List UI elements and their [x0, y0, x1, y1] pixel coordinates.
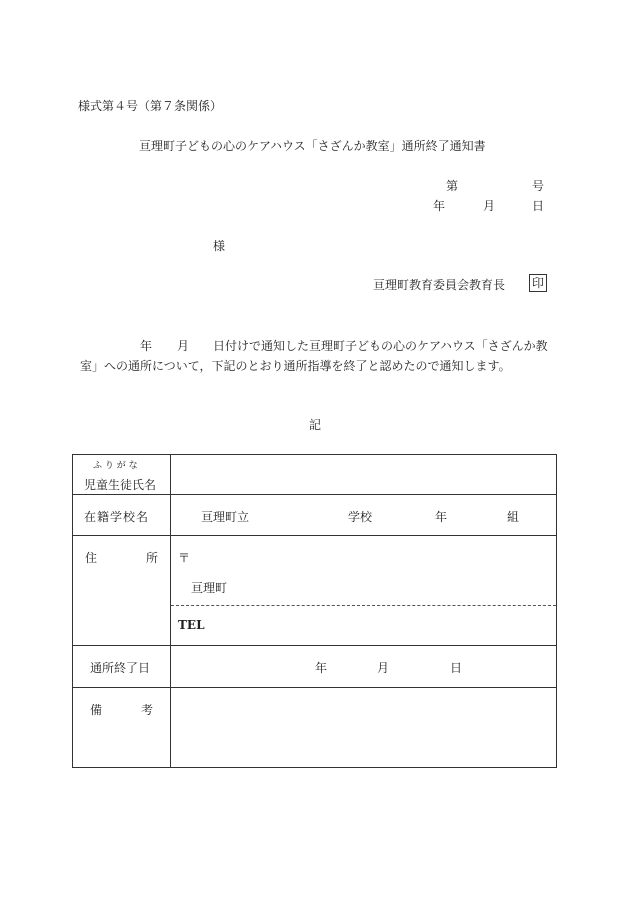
class-label: 組: [507, 510, 520, 524]
address-label-ju: 住: [85, 551, 98, 565]
ki-heading: 記: [309, 418, 322, 432]
remarks-label-kou: 考: [141, 703, 154, 717]
school-label: 在籍学校名: [84, 510, 150, 524]
remarks-value-cell[interactable]: [171, 688, 557, 768]
town-label: 亘理町: [191, 581, 228, 595]
remarks-label-bi: 備: [90, 703, 103, 717]
end-date-label: 通所終了日: [90, 661, 151, 675]
seal-mark: [529, 274, 547, 292]
row-name: [73, 455, 557, 495]
sender-name: 亘理町教育委員会教育長: [373, 278, 506, 292]
name-label: 児童生徒氏名: [84, 478, 157, 492]
address-label-cell: [73, 536, 171, 646]
row-remarks: [73, 688, 557, 768]
tel-label: TEL: [178, 618, 205, 632]
name-value-cell[interactable]: [171, 455, 557, 495]
document-title: 亘理町子どもの心のケアハウス「さざんか教室」通所終了通知書: [139, 139, 486, 153]
postal-mark: 〒: [178, 551, 191, 565]
end-date-label-cell: [73, 646, 171, 688]
school-prefix: 亘理町立: [201, 510, 250, 524]
address-label-sho: 所: [146, 551, 159, 565]
row-school: [73, 495, 557, 536]
body-line1: 日付けで通知した亘理町子どもの心のケアハウス「さざんか教: [213, 339, 548, 353]
form-number: 様式第４号（第７条関係）: [78, 99, 223, 113]
date-month: 月: [483, 199, 496, 213]
grade-label: 年: [435, 510, 448, 524]
recipient-suffix: 様: [213, 239, 226, 253]
end-year: 年: [315, 661, 328, 675]
number-go: 号: [532, 179, 545, 193]
end-date-value-cell[interactable]: [171, 646, 557, 688]
tel-value-cell[interactable]: [171, 606, 557, 646]
notification-table: [72, 454, 557, 768]
row-end-date: [73, 646, 557, 688]
school-label-cell: [73, 495, 171, 536]
seal-label: 印: [529, 274, 547, 292]
end-month: 月: [377, 661, 390, 675]
date-day: 日: [532, 199, 545, 213]
body-month: 月: [177, 339, 190, 353]
body-year: 年: [140, 339, 153, 353]
furigana-label: ふ り が な: [93, 461, 138, 471]
body-line2: 室」への通所について，下記のとおり通所指導を終了と認めたので通知します。: [80, 359, 511, 373]
row-address: [73, 536, 557, 606]
end-day: 日: [450, 661, 463, 675]
name-label-cell: [73, 455, 171, 495]
school-value-cell[interactable]: [171, 495, 557, 536]
date-year: 年: [433, 199, 446, 213]
remarks-label-cell: [73, 688, 171, 768]
address-value-cell[interactable]: [171, 536, 557, 606]
school-suffix: 学校: [348, 510, 373, 524]
number-dai: 第: [446, 179, 459, 193]
